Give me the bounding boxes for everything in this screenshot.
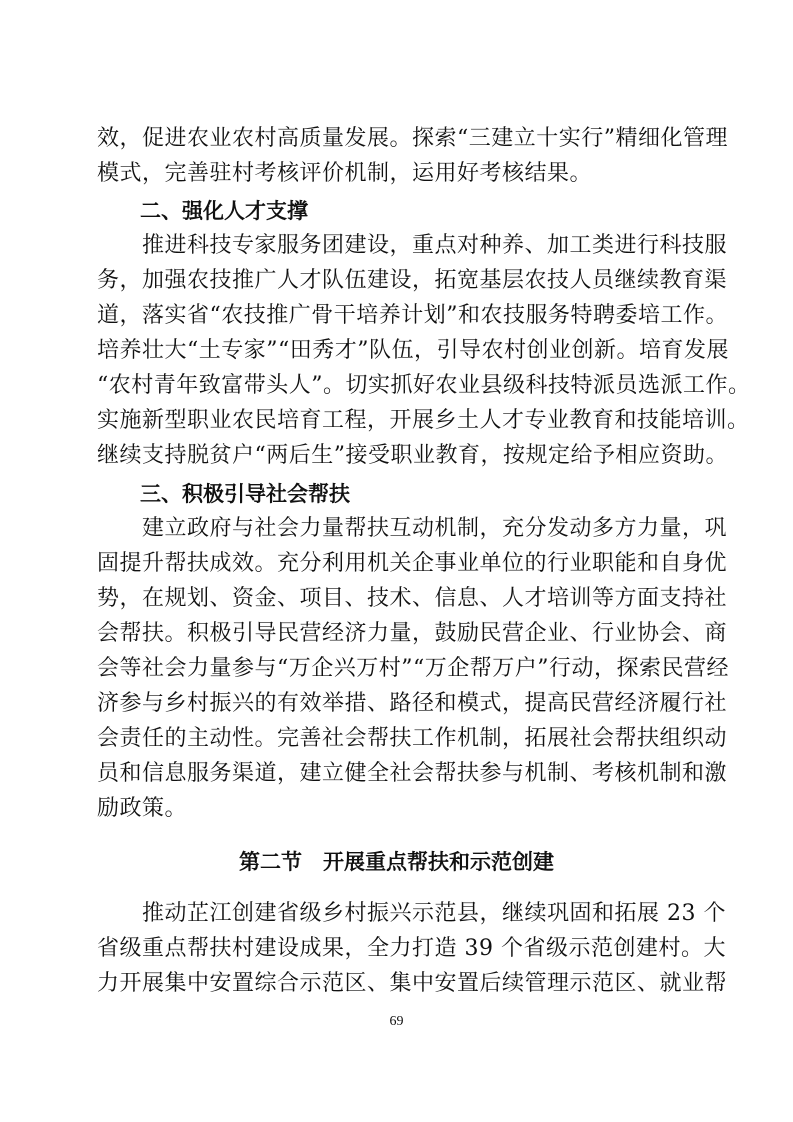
page-number: 69 [389, 1014, 404, 1029]
body-line: 济参与乡村振兴的有效举措、路径和模式，提高民营经济履行社 [97, 691, 728, 716]
subheading: 二、强化人才支撑 [140, 199, 308, 223]
body-line: 会责任的主动性。完善社会帮扶工作机制，拓展社会帮扶组织动 [97, 726, 728, 751]
body-line: 会帮扶。积极引导民营经济力量，鼓励民营企业、行业协会、商 [97, 621, 728, 646]
body-line: “农村青年致富带头人”。切实抓好农业县级科技特派员选派工作。 [97, 373, 751, 398]
body-line: 力开展集中安置综合示范区、集中安置后续管理示范区、就业帮 [97, 971, 728, 996]
body-line: 务，加强农技推广人才队伍建设，拓宽基层农技人员继续教育渠 [97, 268, 728, 293]
body-line: 模式，完善驻村考核评价机制，运用好考核结果。 [97, 161, 593, 186]
body-line: 培养壮大“土专家”“田秀才”队伍，引导农村创业创新。培育发展 [97, 338, 729, 363]
section-title: 第二节 开展重点帮扶和示范创建 [239, 850, 554, 874]
body-line: 推进科技专家服务团建设，重点对种养、加工类进行科技服 [97, 233, 728, 258]
body-line: 实施新型职业农民培育工程，开展乡土人才专业教育和技能培训。 [97, 408, 750, 433]
body-line: 固提升帮扶成效。充分利用机关企事业单位的行业职能和自身优 [97, 551, 728, 576]
body-line: 会等社会力量参与“万企兴万村”“万企帮万户”行动，探索民营经 [97, 656, 729, 681]
body-line: 继续支持脱贫户“两后生”接受职业教育，按规定给予相应资助。 [97, 443, 728, 468]
body-line: 势，在规划、资金、项目、技术、信息、人才培训等方面支持社 [97, 586, 728, 611]
body-line: 道，落实省“农技推广骨干培养计划”和农技服务特聘委培工作。 [97, 303, 728, 328]
body-line: 励政策。 [97, 796, 188, 821]
subheading: 三、积极引导社会帮扶 [140, 482, 350, 506]
body-line: 推动芷江创建省级乡村振兴示范县，继续巩固和拓展 23 个 [97, 901, 726, 926]
body-line: 建立政府与社会力量帮扶互动机制，充分发动多方力量，巩 [97, 516, 728, 541]
body-line: 省级重点帮扶村建设成果，全力打造 39 个省级示范创建村。大 [97, 936, 726, 961]
body-line: 效，促进农业农村高质量发展。探索“三建立十实行”精细化管理 [97, 126, 728, 151]
body-line: 员和信息服务渠道，建立健全社会帮扶参与机制、考核机制和激 [97, 761, 728, 786]
